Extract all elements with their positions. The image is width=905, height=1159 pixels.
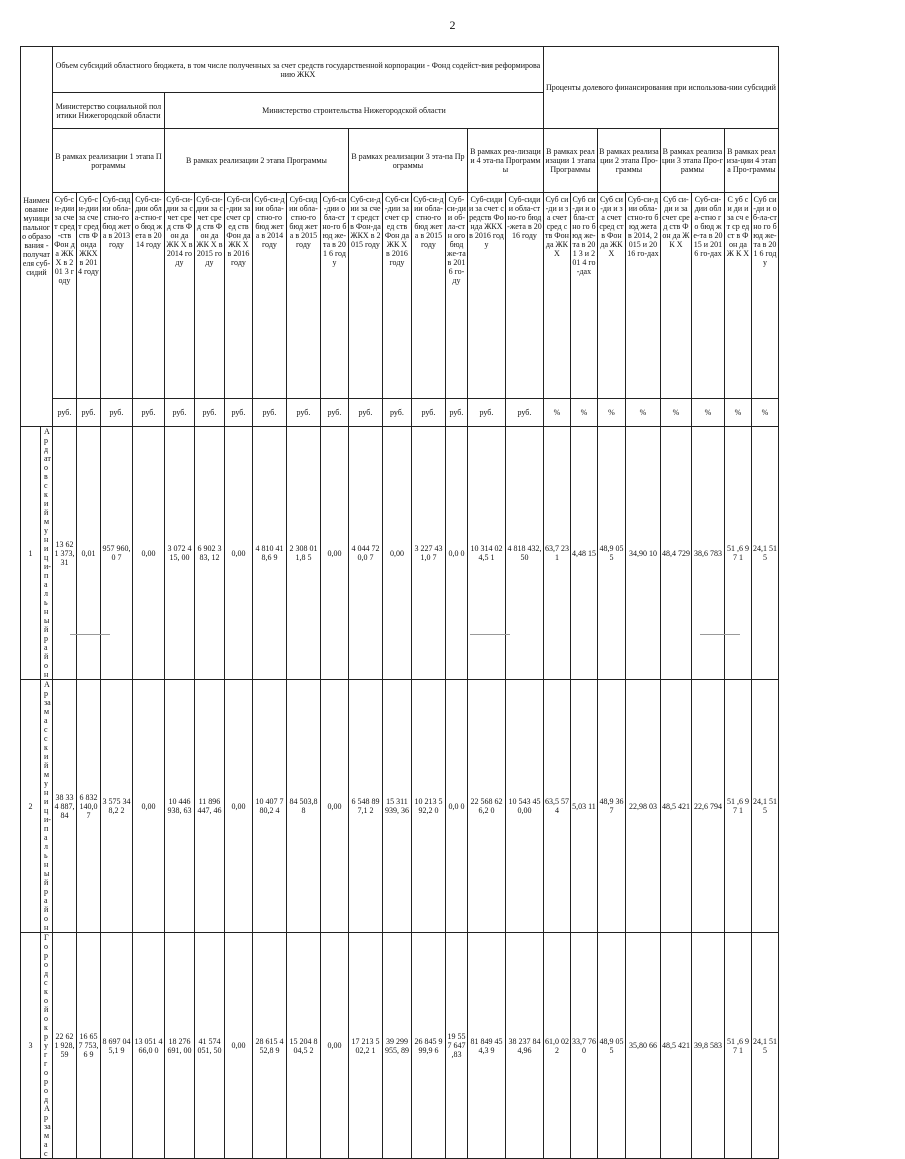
value-cell: 63,5 574 [543,680,570,933]
value-cell: 0,0 0 [445,427,467,680]
value-cell: 48,9 055 [597,427,625,680]
unit-cell: руб. [224,399,252,427]
value-cell: 6 902 383, 12 [194,427,224,680]
stage-3-header: В рамках реализации 3 эта-па Программы [348,129,467,193]
column-header: Суб-сидии за счет средств Фонда ЖКХ в 2016 году [467,193,505,399]
footer-line [70,634,110,635]
column-header: Суб си-ди и за счет сред ств Фон да ЖК Х [543,193,570,399]
stage-4-header: В рамках реа-лизации 4 эта-па Программы [467,129,543,193]
value-cell: 4,48 15 [570,427,597,680]
value-cell: 39 299 955, 89 [382,933,411,1159]
column-header: Суб си-ди и за счет сред ств Фон да ЖК Х [660,193,691,399]
value-cell: 5,03 11 [570,680,597,933]
column-header: Суб-си-дии обла-стно-го бюд жета в 2014, 2015 и 2016 го-дах [625,193,660,399]
value-cell: 81 849 454,3 9 [467,933,505,1159]
value-cell: 0,01 [76,427,100,680]
column-header: Суб-си-дии за счет средст в Фон-да ЖКХ в 2015 году [348,193,382,399]
value-cell: 38 334 887, 84 [52,680,76,933]
unit-cell: руб. [132,399,164,427]
column-header: Суб си-ди и об-ла-стно го бюд же-та в 201 6 году [751,193,778,399]
value-cell: 22 568 626,2 0 [467,680,505,933]
value-cell: 24,1 515 [751,427,778,680]
value-cell: 0,00 [224,933,252,1159]
unit-cell: % [751,399,778,427]
value-cell: 61,0 022 [543,933,570,1159]
unit-cell: % [543,399,570,427]
group-main-header: Объем субсидий областного бюджета, в том числе полученных за счет средств государственной корпорации - Фонд содейст-вия реформированию ЖКХ [52,47,543,93]
value-cell: 6 548 897,1 2 [348,680,382,933]
column-header: Суб-сидии обла-стно-го бюд-жета в 2016 году [505,193,543,399]
value-cell: 48,5 421 [660,933,691,1159]
value-cell: 3 227 431,0 7 [411,427,445,680]
value-cell: 0,00 [224,427,252,680]
value-cell: 51 ,6 97 1 [724,933,751,1159]
page-number: 2 [449,18,456,32]
value-cell: 38,6 783 [691,427,724,680]
unit-cell: руб. [76,399,100,427]
table-row [21,680,779,933]
stage-2-header: В рамках реализации 2 этапа Программы [164,129,348,193]
value-cell: 18 276 691, 00 [164,933,194,1159]
column-header: Суб-сидии обла-стно-го бюд жета в 2015 году [286,193,320,399]
stage-1-header: В рамках реализации 1 этапа Программы [52,129,164,193]
value-cell: 957 960,0 7 [100,427,132,680]
value-cell: 38 237 844,96 [505,933,543,1159]
value-cell: 48,9 367 [597,680,625,933]
value-cell: 0,00 [132,427,164,680]
row-name-header: Наименование муниципального образования - получателя суб-сидий [21,47,53,427]
value-cell: 34,90 10 [625,427,660,680]
table-row [21,933,779,1159]
municipality-name: Арзамасский муници-пальный район [41,680,53,933]
percent-stage-2-header: В рамках реализации 2 этапа Про-граммы [597,129,660,193]
value-cell: 13 051 466,0 0 [132,933,164,1159]
value-cell: 10 543 450,00 [505,680,543,933]
value-cell: 0,00 [224,680,252,933]
column-header: Суб-си-дии обла-стно-го бюд жета в 2015 году [411,193,445,399]
value-cell: 10 407 780,2 4 [252,680,286,933]
column-header: Суб-сидии обла-стно-го бюд жета в 2013 году [100,193,132,399]
value-cell: 48,5 421 [660,680,691,933]
column-header: Суб-си-дии обла-стно-го бюд жета в 2014 году [132,193,164,399]
value-cell: 0,0 0 [445,680,467,933]
value-cell: 10 213 592,2 0 [411,680,445,933]
ministry-construction-header: Министерство строительства Нижегородской области [164,93,543,129]
unit-cell: руб. [348,399,382,427]
value-cell: 51 ,6 97 1 [724,427,751,680]
column-header: Суб-си-дии за счет сред-ств Фон да ЖК Х в 201 3 году [52,193,76,399]
column-header: Суб-си-дии обла-стно го бюд же-та в 2015 и 2016 го-дах [691,193,724,399]
column-header: Суб-си-дии об-ла-стн ого бюд же-та в 201 6 го-ду [445,193,467,399]
row-index: 3 [21,933,41,1159]
value-cell: 26 845 999,9 6 [411,933,445,1159]
unit-cell: руб. [252,399,286,427]
value-cell: 35,80 66 [625,933,660,1159]
row-index: 2 [21,680,41,933]
ministry-social-header: Министерство социальной политики Нижегородской области [52,93,164,129]
column-header: Суб си-ди и за счет сред ств Фон да ЖК Х [597,193,625,399]
value-cell: 22,98 03 [625,680,660,933]
unit-cell: руб. [320,399,348,427]
value-cell: 19 557 647 ,83 [445,933,467,1159]
value-cell: 22 621 928, 59 [52,933,76,1159]
unit-cell: % [625,399,660,427]
unit-cell: руб. [100,399,132,427]
value-cell: 11 896 447, 46 [194,680,224,933]
percent-stage-3-header: В рамках реализации 3 этапа Про-граммы [660,129,724,193]
value-cell: 6 832 140,0 7 [76,680,100,933]
unit-cell: % [597,399,625,427]
value-cell: 2 308 011,8 5 [286,427,320,680]
column-header: Суб-си-дии за счет сред ств Фон да ЖК Х в 2015 году [194,193,224,399]
unit-cell: руб. [286,399,320,427]
column-header: Суб-си-дии обла-стно-го бюд жета в 2014 году [252,193,286,399]
value-cell: 24,1 515 [751,933,778,1159]
value-cell: 22,6 794 [691,680,724,933]
value-cell: 0,00 [320,680,348,933]
value-cell: 0,00 [320,933,348,1159]
value-cell: 8 697 045,1 9 [100,933,132,1159]
value-cell: 4 810 418,6 9 [252,427,286,680]
column-header: Суб-си-дии за счет сред ств Фон да ЖК Х в 2016 году [224,193,252,399]
municipality-name: Городской округ город Арзамас [41,933,53,1159]
unit-cell: руб. [467,399,505,427]
percent-stage-1-header: В рамках реализации 1 этапа Программы [543,129,597,193]
unit-cell: руб. [382,399,411,427]
percent-stage-4-header: В рамках реализа-ции 4 этапа Про-граммы [724,129,778,193]
column-header: Суб-си-дии за счет средств Фонда ЖКХ в 2014 году [76,193,100,399]
unit-cell: % [724,399,751,427]
column-header: Суб-си-дии обла-стно-го бюд же-та в 201 6 году [320,193,348,399]
value-cell: 3 072 415, 00 [164,427,194,680]
footer-line [700,634,740,635]
value-cell: 33,7 760 [570,933,597,1159]
value-cell: 48,9 055 [597,933,625,1159]
value-cell: 24,1 515 [751,680,778,933]
unit-cell: руб. [52,399,76,427]
unit-cell: руб. [445,399,467,427]
table-row [21,427,779,680]
value-cell: 28 615 452,8 9 [252,933,286,1159]
value-cell: 3 575 348,2 2 [100,680,132,933]
footer-line [470,634,510,635]
row-index: 1 [21,427,41,680]
value-cell: 4 818 432,50 [505,427,543,680]
value-cell: 10 446 938, 63 [164,680,194,933]
value-cell: 0,00 [132,680,164,933]
value-cell: 15 311 939, 36 [382,680,411,933]
value-cell: 16 657 753,6 9 [76,933,100,1159]
unit-cell: руб. [505,399,543,427]
value-cell: 48,4 729 [660,427,691,680]
column-header: С уб си ди и за сч ет ср ед ст в Ф он да Ж К Х [724,193,751,399]
unit-cell: % [570,399,597,427]
value-cell: 51 ,6 97 1 [724,680,751,933]
unit-cell: % [660,399,691,427]
column-header: Суб-си-дии за счет сред ств Фон да ЖК Х в 2016 году [382,193,411,399]
subsidy-table [20,46,779,1159]
column-header: Суб-си-дии за счет сред ств Фон да ЖК Х в 2014 году [164,193,194,399]
unit-cell: руб. [164,399,194,427]
unit-cell: руб. [411,399,445,427]
value-cell: 63,7 231 [543,427,570,680]
value-cell: 41 574 051, 50 [194,933,224,1159]
value-cell: 13 621 373, 31 [52,427,76,680]
unit-cell: руб. [194,399,224,427]
municipality-name: Ардатовский муници-пальный район [41,427,53,680]
value-cell: 10 314 024,5 1 [467,427,505,680]
value-cell: 84 503,8 8 [286,680,320,933]
value-cell: 0,00 [382,427,411,680]
value-cell: 39,8 583 [691,933,724,1159]
value-cell: 17 213 502,2 1 [348,933,382,1159]
unit-cell: % [691,399,724,427]
percent-group-header: Проценты долевого финансирования при использова-нии субсидий [543,47,778,129]
value-cell: 15 204 804,5 2 [286,933,320,1159]
column-header: Суб си-ди и обла-стно го бюд же-та в 201 3 и 201 4 го-дах [570,193,597,399]
value-cell: 4 044 720,0 7 [348,427,382,680]
value-cell: 0,00 [320,427,348,680]
